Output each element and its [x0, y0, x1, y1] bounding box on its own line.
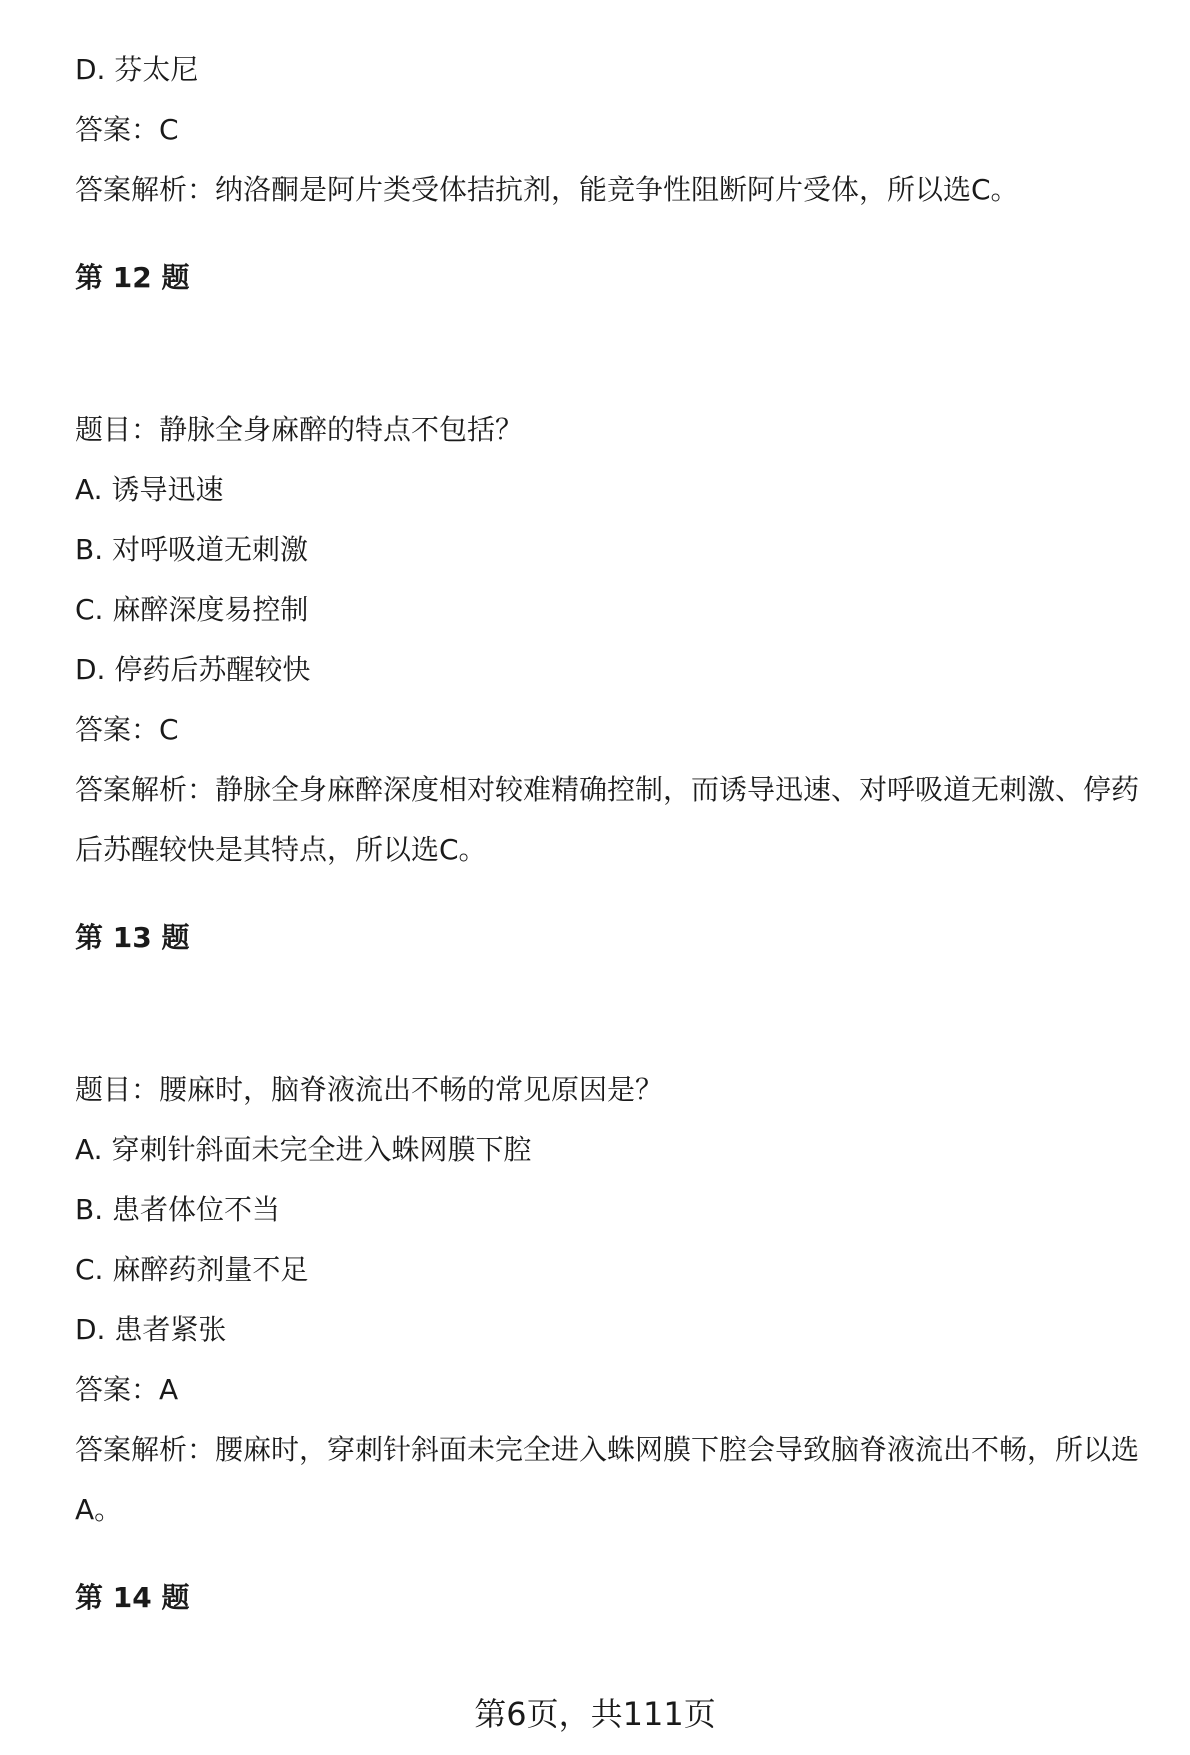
q13-answer: 答案：A — [75, 1373, 179, 1406]
q12-option-a: A. 诱导迅速 — [75, 473, 224, 506]
q13-option-a: A. 穿刺针斜面未完全进入蛛网膜下腔 — [75, 1133, 532, 1166]
q12-explanation: 答案解析：静脉全身麻醉深度相对较难精确控制，而诱导迅速、对呼吸道无刺激、停药后苏醒较快是其特点，所以选C。 — [75, 773, 1140, 866]
q11-explanation: 答案解析：纳洛酮是阿片类受体拮抗剂，能竞争性阻断阿片受体，所以选C。 — [75, 173, 1019, 206]
q13-option-b: B. 患者体位不当 — [75, 1193, 281, 1226]
q12-option-d: D. 停药后苏醒较快 — [75, 653, 311, 686]
q13-option-c: C. 麻醉药剂量不足 — [75, 1253, 309, 1286]
q11-option-d: D. 芬太尼 — [75, 53, 199, 86]
q12-heading: 第 12 题 — [75, 261, 190, 294]
q13-option-d: D. 患者紧张 — [75, 1313, 227, 1346]
q12-option-b: B. 对呼吸道无刺激 — [75, 533, 309, 566]
q12-answer: 答案：C — [75, 713, 179, 746]
q12-question: 题目：静脉全身麻醉的特点不包括？ — [75, 413, 524, 446]
q13-heading: 第 13 题 — [75, 921, 190, 954]
page-number: 第6页，共111页 — [474, 1695, 716, 1733]
q14-heading: 第 14 题 — [75, 1581, 190, 1614]
q13-question: 题目：腰麻时，脑脊液流出不畅的常见原因是？ — [75, 1073, 664, 1106]
q11-answer: 答案：C — [75, 113, 179, 146]
q13-explanation: 答案解析：腰麻时，穿刺针斜面未完全进入蛛网膜下腔会导致脑脊液流出不畅，所以选A。 — [75, 1433, 1140, 1526]
q12-option-c: C. 麻醉深度易控制 — [75, 593, 309, 626]
